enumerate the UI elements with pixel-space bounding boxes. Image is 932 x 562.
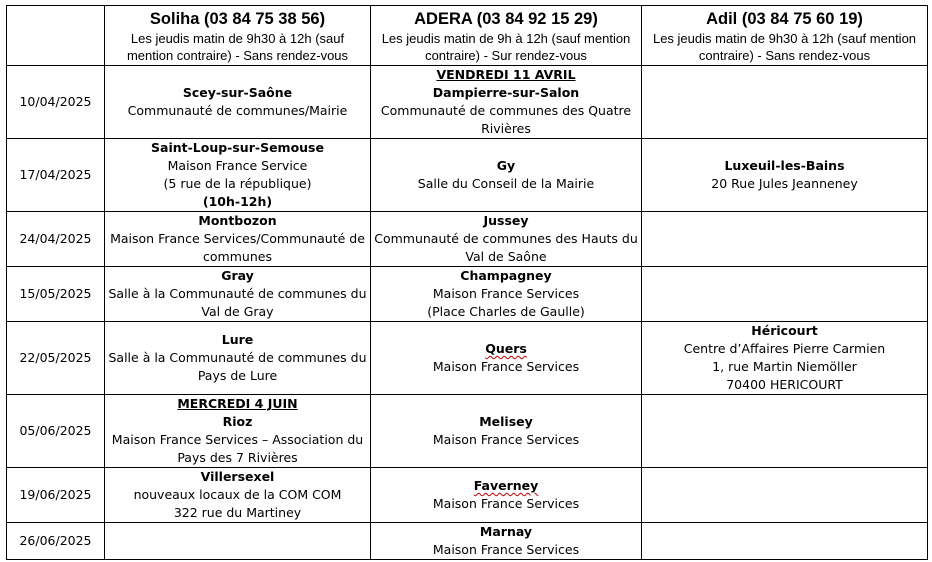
adil-detail-line: Centre d’Affaires Pierre Carmien	[683, 341, 886, 356]
soliha-cell	[105, 322, 371, 395]
adil-note-line-1: Les jeudis matin de 9h30 à 12h (sauf mention	[652, 30, 917, 46]
date-cell: 17/04/2025	[7, 139, 105, 212]
table-row	[7, 66, 928, 139]
soliha-detail-line: 322 rue du Martiney	[173, 505, 302, 520]
soliha-detail-line: Salle à la Communauté de communes du	[108, 286, 367, 301]
soliha-detail-line: Communauté de communes/Mairie	[127, 103, 348, 118]
adera-detail-line: Maison France Services	[432, 432, 580, 447]
adera-cell	[371, 139, 642, 212]
date-cell: 24/04/2025	[7, 212, 105, 267]
table-row	[7, 212, 928, 267]
adera-column-header	[371, 6, 642, 66]
adera-detail-line: (Place Charles de Gaulle)	[427, 304, 585, 319]
adil-cell	[642, 523, 928, 560]
adera-cell	[371, 468, 642, 523]
date-cell: 10/04/2025	[7, 66, 105, 139]
adil-cell	[642, 267, 928, 322]
adera-detail-line: Maison France Services	[432, 359, 580, 374]
soliha-cell	[105, 139, 371, 212]
adil-detail-line: 20 Rue Jules Jeanneney	[711, 176, 858, 191]
soliha-detail-line: Maison France Services/Communauté de	[110, 231, 365, 246]
soliha-detail-line: Rioz	[222, 414, 253, 429]
soliha-location-name: MERCREDI 4 JUIN	[177, 396, 298, 411]
adera-detail-line: Dampierre-sur-Salon	[432, 85, 580, 100]
adera-note-line-2: contraire) - Sur rendez-vous	[425, 47, 587, 63]
adera-cell	[371, 212, 642, 267]
permanence-schedule-table	[6, 5, 928, 560]
adera-location-name: Marnay	[479, 524, 533, 539]
soliha-location-name: Scey-sur-Saône	[182, 85, 293, 100]
soliha-detail-line: nouveaux locaux de la COM COM	[133, 487, 342, 502]
soliha-detail-line: Pays de Lure	[197, 368, 278, 383]
adera-location-name: Faverney	[473, 478, 539, 493]
adera-detail-line: Maison France Services	[432, 496, 580, 511]
adil-detail-line: 70400 HERICOURT	[726, 377, 843, 392]
adil-cell	[642, 395, 928, 468]
adil-cell	[642, 322, 928, 395]
adera-location-name: Melisey	[479, 414, 533, 429]
soliha-cell	[105, 523, 371, 560]
adera-detail-line: Maison France Services	[432, 286, 580, 301]
adera-name: ADERA (03 84 92 15 29)	[414, 9, 598, 28]
soliha-cell	[105, 468, 371, 523]
adera-location-name: VENDREDI 11 AVRIL	[436, 67, 576, 82]
adera-location-name: Quers	[485, 341, 527, 356]
soliha-cell	[105, 66, 371, 139]
soliha-location-name: Gray	[221, 268, 254, 283]
table-row	[7, 322, 928, 395]
soliha-detail-line: (5 rue de la république)	[163, 176, 312, 191]
adil-detail-line: 1, rue Martin Niemöller	[712, 359, 857, 374]
adera-cell	[371, 267, 642, 322]
date-cell: 05/06/2025	[7, 395, 105, 468]
header-row	[7, 6, 928, 66]
adera-cell	[371, 395, 642, 468]
table-row	[7, 139, 928, 212]
soliha-detail-line: communes	[203, 249, 272, 264]
soliha-detail-line: Salle à la Communauté de communes du	[108, 350, 367, 365]
date-cell: 15/05/2025	[7, 267, 105, 322]
adil-cell	[642, 139, 928, 212]
soliha-detail-line: Val de Gray	[201, 304, 274, 319]
soliha-location-name: Lure	[221, 332, 254, 347]
soliha-cell	[105, 267, 371, 322]
soliha-location-name: Saint-Loup-sur-Semouse	[151, 140, 324, 155]
soliha-detail-line: Maison France Services – Association du	[111, 432, 364, 447]
adil-name: Adil (03 84 75 60 19)	[706, 9, 863, 28]
date-column-header	[7, 6, 105, 66]
adil-location-name: Luxeuil-les-Bains	[724, 158, 845, 173]
adera-detail-line: Communauté de communes des Quatre	[380, 103, 632, 118]
adera-cell	[371, 523, 642, 560]
adera-detail-line: Rivières	[481, 121, 531, 136]
soliha-note-line-1: Les jeudis matin de 9h30 à 12h (sauf	[130, 30, 345, 46]
soliha-note-line-2: mention contraire) - Sans rendez-vous	[126, 47, 349, 63]
date-cell: 19/06/2025	[7, 468, 105, 523]
adil-cell	[642, 212, 928, 267]
adera-detail-line: Salle du Conseil de la Mairie	[417, 176, 595, 191]
soliha-cell	[105, 212, 371, 267]
soliha-detail-line: (10h-12h)	[202, 194, 273, 209]
soliha-location-name: Montbozon	[198, 213, 277, 228]
adera-cell	[371, 322, 642, 395]
adil-cell	[642, 468, 928, 523]
adera-location-name: Gy	[496, 158, 516, 173]
schedule-rows	[7, 66, 928, 560]
adera-detail-line: Maison France Services	[432, 542, 580, 557]
table-row	[7, 395, 928, 468]
adil-location-name: Héricourt	[751, 323, 818, 338]
soliha-location-name: Villersexel	[200, 469, 275, 484]
soliha-detail-line: Pays des 7 Rivières	[177, 450, 298, 465]
table-row	[7, 523, 928, 560]
date-cell: 22/05/2025	[7, 322, 105, 395]
adera-detail-line: Communauté de communes des Hauts du	[374, 231, 638, 246]
adil-cell	[642, 66, 928, 139]
adera-note-line-1: Les jeudis matin de 9h à 12h (sauf mention	[381, 30, 631, 46]
date-cell: 26/06/2025	[7, 523, 105, 560]
soliha-cell	[105, 395, 371, 468]
adil-note-line-2: contraire) - Sans rendez-vous	[698, 47, 871, 63]
adera-detail-line: Val de Saône	[465, 249, 547, 264]
soliha-detail-line: Maison France Service	[167, 158, 308, 173]
adera-location-name: Jussey	[483, 213, 529, 228]
soliha-column-header	[105, 6, 371, 66]
table-row	[7, 267, 928, 322]
adera-location-name: Champagney	[460, 268, 552, 283]
soliha-name: Soliha (03 84 75 38 56)	[149, 9, 326, 28]
table-row	[7, 468, 928, 523]
adil-column-header	[642, 6, 928, 66]
adera-cell	[371, 66, 642, 139]
